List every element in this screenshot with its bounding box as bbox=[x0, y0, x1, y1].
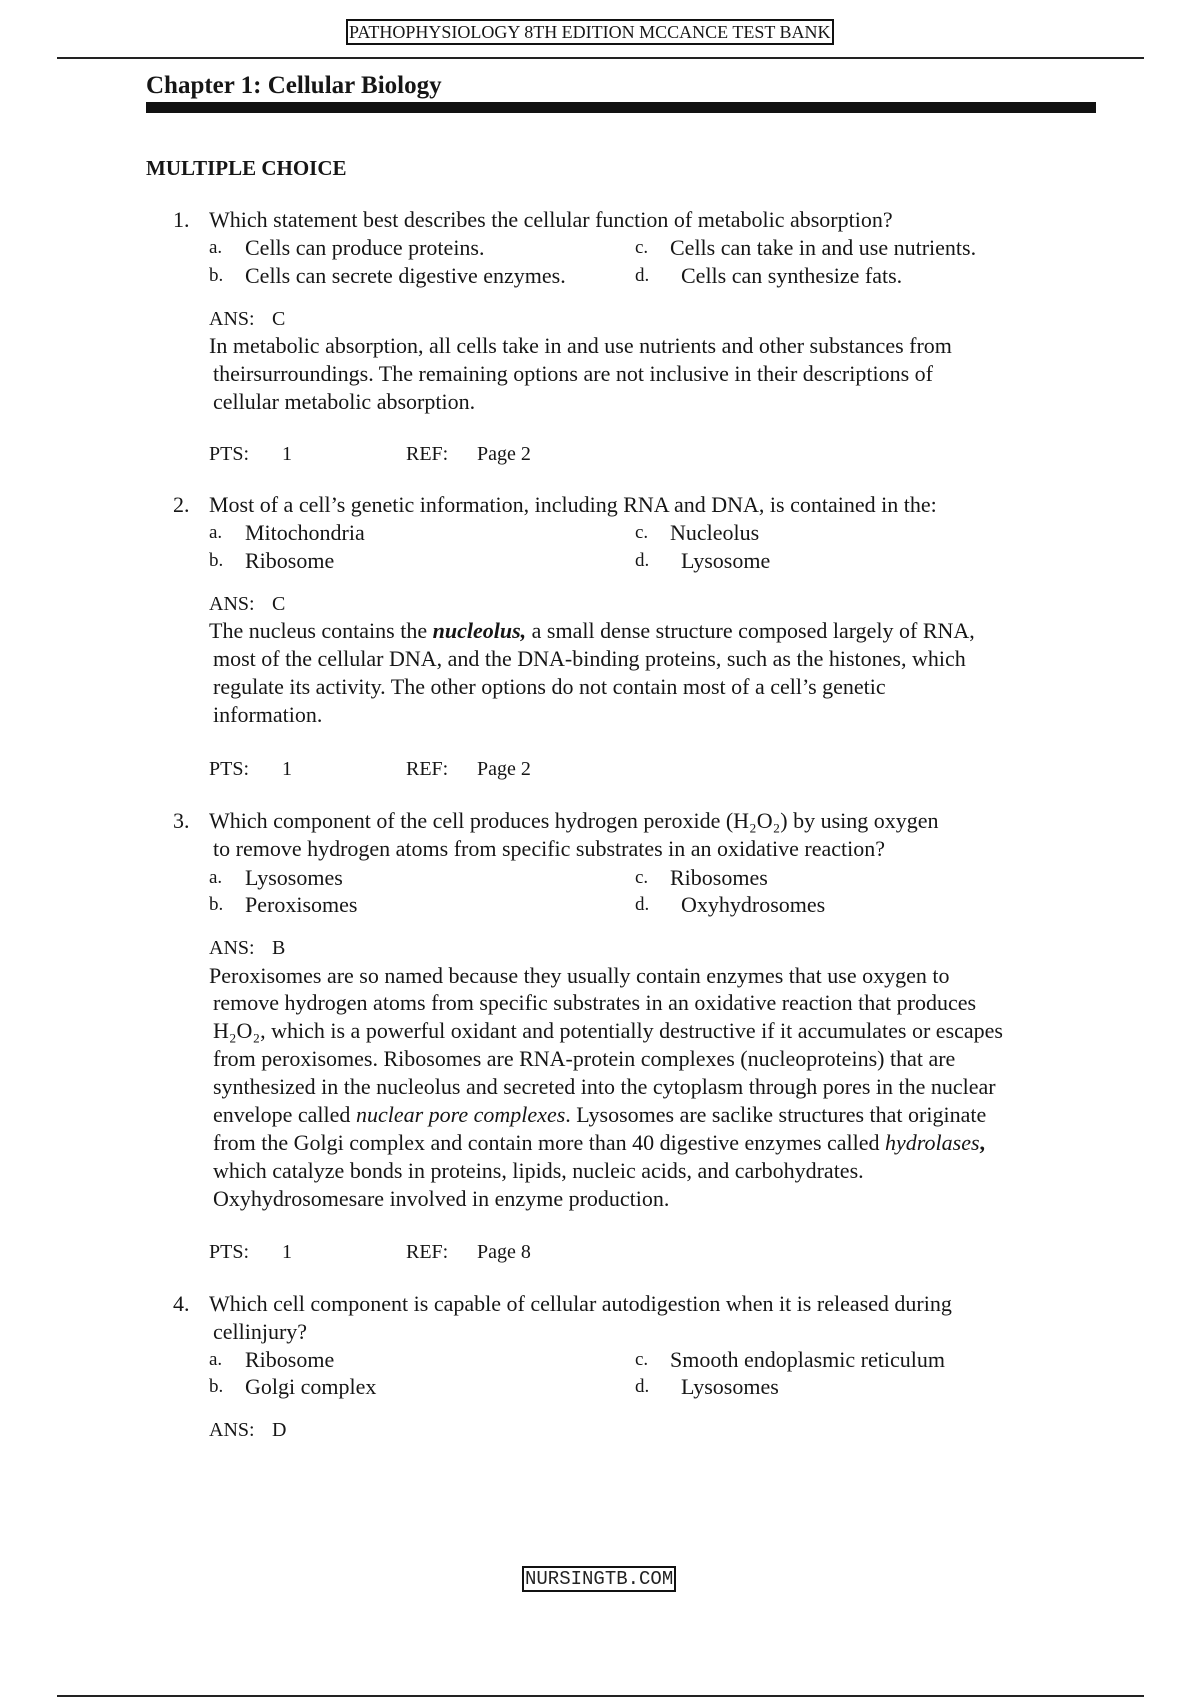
ref-value: Page 2 bbox=[477, 443, 531, 465]
chapter-title: Chapter 1: Cellular Biology bbox=[146, 72, 442, 99]
option-a: Mitochondria bbox=[245, 520, 365, 545]
option-letter: a. bbox=[209, 867, 223, 888]
rationale-line: theirsurroundings. The remaining options are not inclusive in their descriptions of bbox=[213, 361, 933, 386]
section-title: MULTIPLE CHOICE bbox=[146, 156, 347, 180]
option-d: Cells can synthesize fats. bbox=[681, 263, 903, 288]
top-divider bbox=[57, 57, 1144, 59]
option-d: Lysosomes bbox=[681, 1374, 779, 1399]
rationale-line: from the Golgi complex and contain more than 40 digestive enzymes called hydrolases, bbox=[213, 1130, 986, 1155]
answer-value: C bbox=[272, 308, 286, 330]
ref-label: REF: bbox=[406, 443, 449, 465]
question-stem: Which cell component is capable of cellular autodigestion when it is released during bbox=[209, 1291, 952, 1316]
option-c: Cells can take in and use nutrients. bbox=[670, 235, 977, 260]
bottom-divider bbox=[57, 1695, 1144, 1697]
option-c: Smooth endoplasmic reticulum bbox=[670, 1347, 945, 1372]
question-stem: Which statement best describes the cellular function of metabolic absorption? bbox=[209, 207, 893, 232]
option-letter: b. bbox=[209, 265, 224, 286]
option-letter: c. bbox=[635, 867, 649, 888]
answer-label: ANS: bbox=[209, 1419, 255, 1441]
answer-value: C bbox=[272, 593, 286, 615]
rationale-line: synthesized in the nucleolus and secreted into the cytoplasm through pores in the nuclear bbox=[213, 1074, 996, 1099]
option-letter: d. bbox=[635, 265, 650, 286]
answer-label: ANS: bbox=[209, 308, 255, 330]
rationale-line: Peroxisomes are so named because they usually contain enzymes that use oxygen to bbox=[209, 963, 950, 988]
pts-label: PTS: bbox=[209, 758, 250, 780]
option-letter: c. bbox=[635, 237, 649, 258]
option-a: Cells can produce proteins. bbox=[245, 235, 485, 260]
pts-value: 1 bbox=[282, 758, 292, 780]
option-letter: d. bbox=[635, 894, 650, 915]
rationale-line: In metabolic absorption, all cells take in and use nutrients and other substances from bbox=[209, 333, 952, 358]
option-d: Lysosome bbox=[681, 548, 771, 573]
rationale-line: H₂O₂, which is a powerful oxidant and potentially destructive if it accumulates or escapes bbox=[213, 1018, 1003, 1043]
running-header: PATHOPHYSIOLOGY 8TH EDITION MCCANCE TEST BANK bbox=[346, 19, 834, 45]
option-a: Ribosome bbox=[245, 1347, 335, 1372]
option-letter: b. bbox=[209, 1376, 224, 1397]
option-a: Lysosomes bbox=[245, 865, 343, 890]
ref-label: REF: bbox=[406, 758, 449, 780]
rationale-line: regulate its activity. The other options do not contain most of a cell’s genetic bbox=[213, 674, 886, 699]
option-b: Ribosome bbox=[245, 548, 335, 573]
option-b: Peroxisomes bbox=[245, 892, 358, 917]
option-c: Nucleolus bbox=[670, 520, 760, 545]
option-letter: c. bbox=[635, 1349, 649, 1370]
option-letter: a. bbox=[209, 237, 223, 258]
question-stem: to remove hydrogen atoms from specific substrates in an oxidative reaction? bbox=[213, 836, 886, 861]
answer-label: ANS: bbox=[209, 937, 255, 959]
rationale-line: cellular metabolic absorption. bbox=[213, 389, 476, 414]
pts-value: 1 bbox=[282, 1241, 292, 1263]
chapter-underline-bar bbox=[146, 102, 1096, 113]
rationale-line: from peroxisomes. Ribosomes are RNA-protein complexes (nucleoproteins) that are bbox=[213, 1046, 956, 1071]
question-stem: Which component of the cell produces hydrogen peroxide (H₂O₂) by using oxygen bbox=[209, 808, 939, 833]
question-number: 1. bbox=[173, 207, 190, 232]
question-stem: Most of a cell’s genetic information, including RNA and DNA, is contained in the: bbox=[209, 492, 937, 517]
ref-value: Page 2 bbox=[477, 758, 531, 780]
rationale-line: envelope called nuclear pore complexes. Lysosomes are saclike structures that originate bbox=[213, 1102, 987, 1127]
option-letter: b. bbox=[209, 550, 224, 571]
pts-value: 1 bbox=[282, 443, 292, 465]
ref-value: Page 8 bbox=[477, 1241, 531, 1263]
option-b: Golgi complex bbox=[245, 1374, 377, 1399]
option-letter: d. bbox=[635, 550, 650, 571]
question-number: 4. bbox=[173, 1291, 190, 1316]
option-letter: b. bbox=[209, 894, 224, 915]
rationale-line: information. bbox=[213, 702, 323, 727]
question-stem: cellinjury? bbox=[213, 1319, 308, 1344]
option-letter: d. bbox=[635, 1376, 650, 1397]
pts-label: PTS: bbox=[209, 443, 250, 465]
option-c: Ribosomes bbox=[670, 865, 768, 890]
answer-label: ANS: bbox=[209, 593, 255, 615]
ref-label: REF: bbox=[406, 1241, 449, 1263]
question-number: 3. bbox=[173, 808, 190, 833]
option-d: Oxyhydrosomes bbox=[681, 892, 826, 917]
option-letter: c. bbox=[635, 522, 649, 543]
question-number: 2. bbox=[173, 492, 190, 517]
rationale-line: Oxyhydrosomesare involved in enzyme production. bbox=[213, 1186, 670, 1211]
option-letter: a. bbox=[209, 1349, 223, 1370]
option-b: Cells can secrete digestive enzymes. bbox=[245, 263, 566, 288]
answer-value: B bbox=[272, 937, 286, 959]
pts-label: PTS: bbox=[209, 1241, 250, 1263]
rationale-line: remove hydrogen atoms from specific substrates in an oxidative reaction that produces bbox=[213, 990, 977, 1015]
rationale-line: The nucleus contains the nucleolus, a small dense structure composed largely of RNA, bbox=[209, 618, 975, 643]
answer-value: D bbox=[272, 1419, 287, 1441]
rationale-line: most of the cellular DNA, and the DNA-binding proteins, such as the histones, which bbox=[213, 646, 966, 671]
footer-watermark: NURSINGTB.COM bbox=[522, 1566, 676, 1592]
option-letter: a. bbox=[209, 522, 223, 543]
rationale-line: which catalyze bonds in proteins, lipids, nucleic acids, and carbohydrates. bbox=[213, 1158, 864, 1183]
